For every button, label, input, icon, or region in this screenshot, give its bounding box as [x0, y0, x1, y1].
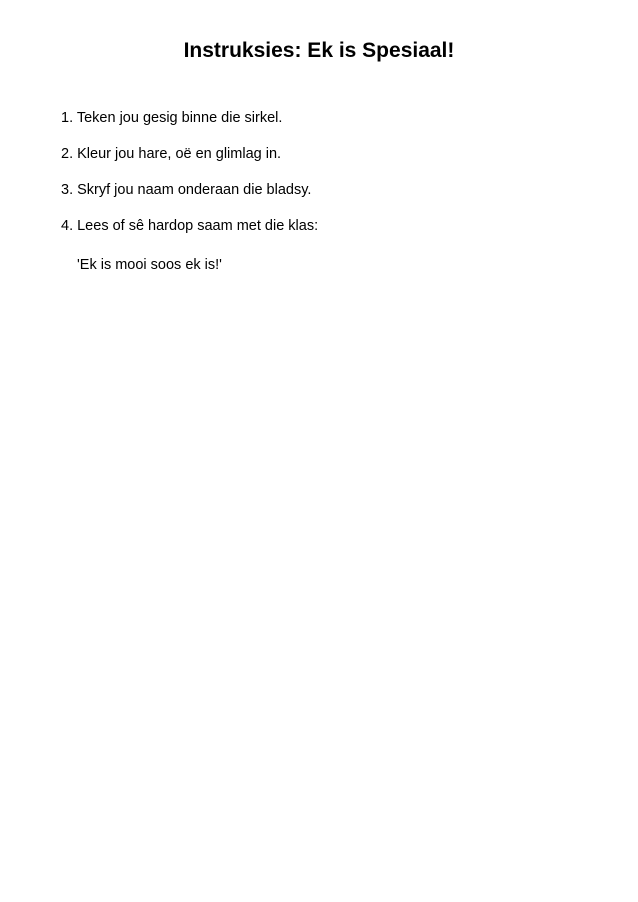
instruction-list [61, 108, 318, 252]
instruction-item: 3. Skryf jou naam onderaan die bladsy. [61, 182, 312, 198]
page-title: Instruksies: Ek is Spesiaal! [183, 39, 455, 62]
instruction-item: 1. Teken jou gesig binne die sirkel. [61, 110, 283, 126]
class-chant-quote: 'Ek is mooi soos ek is!' [77, 257, 222, 273]
instruction-item: 4. Lees of sê hardop saam met die klas: [61, 218, 319, 234]
instruction-item: 2. Kleur jou hare, oë en glimlag in. [61, 146, 282, 162]
